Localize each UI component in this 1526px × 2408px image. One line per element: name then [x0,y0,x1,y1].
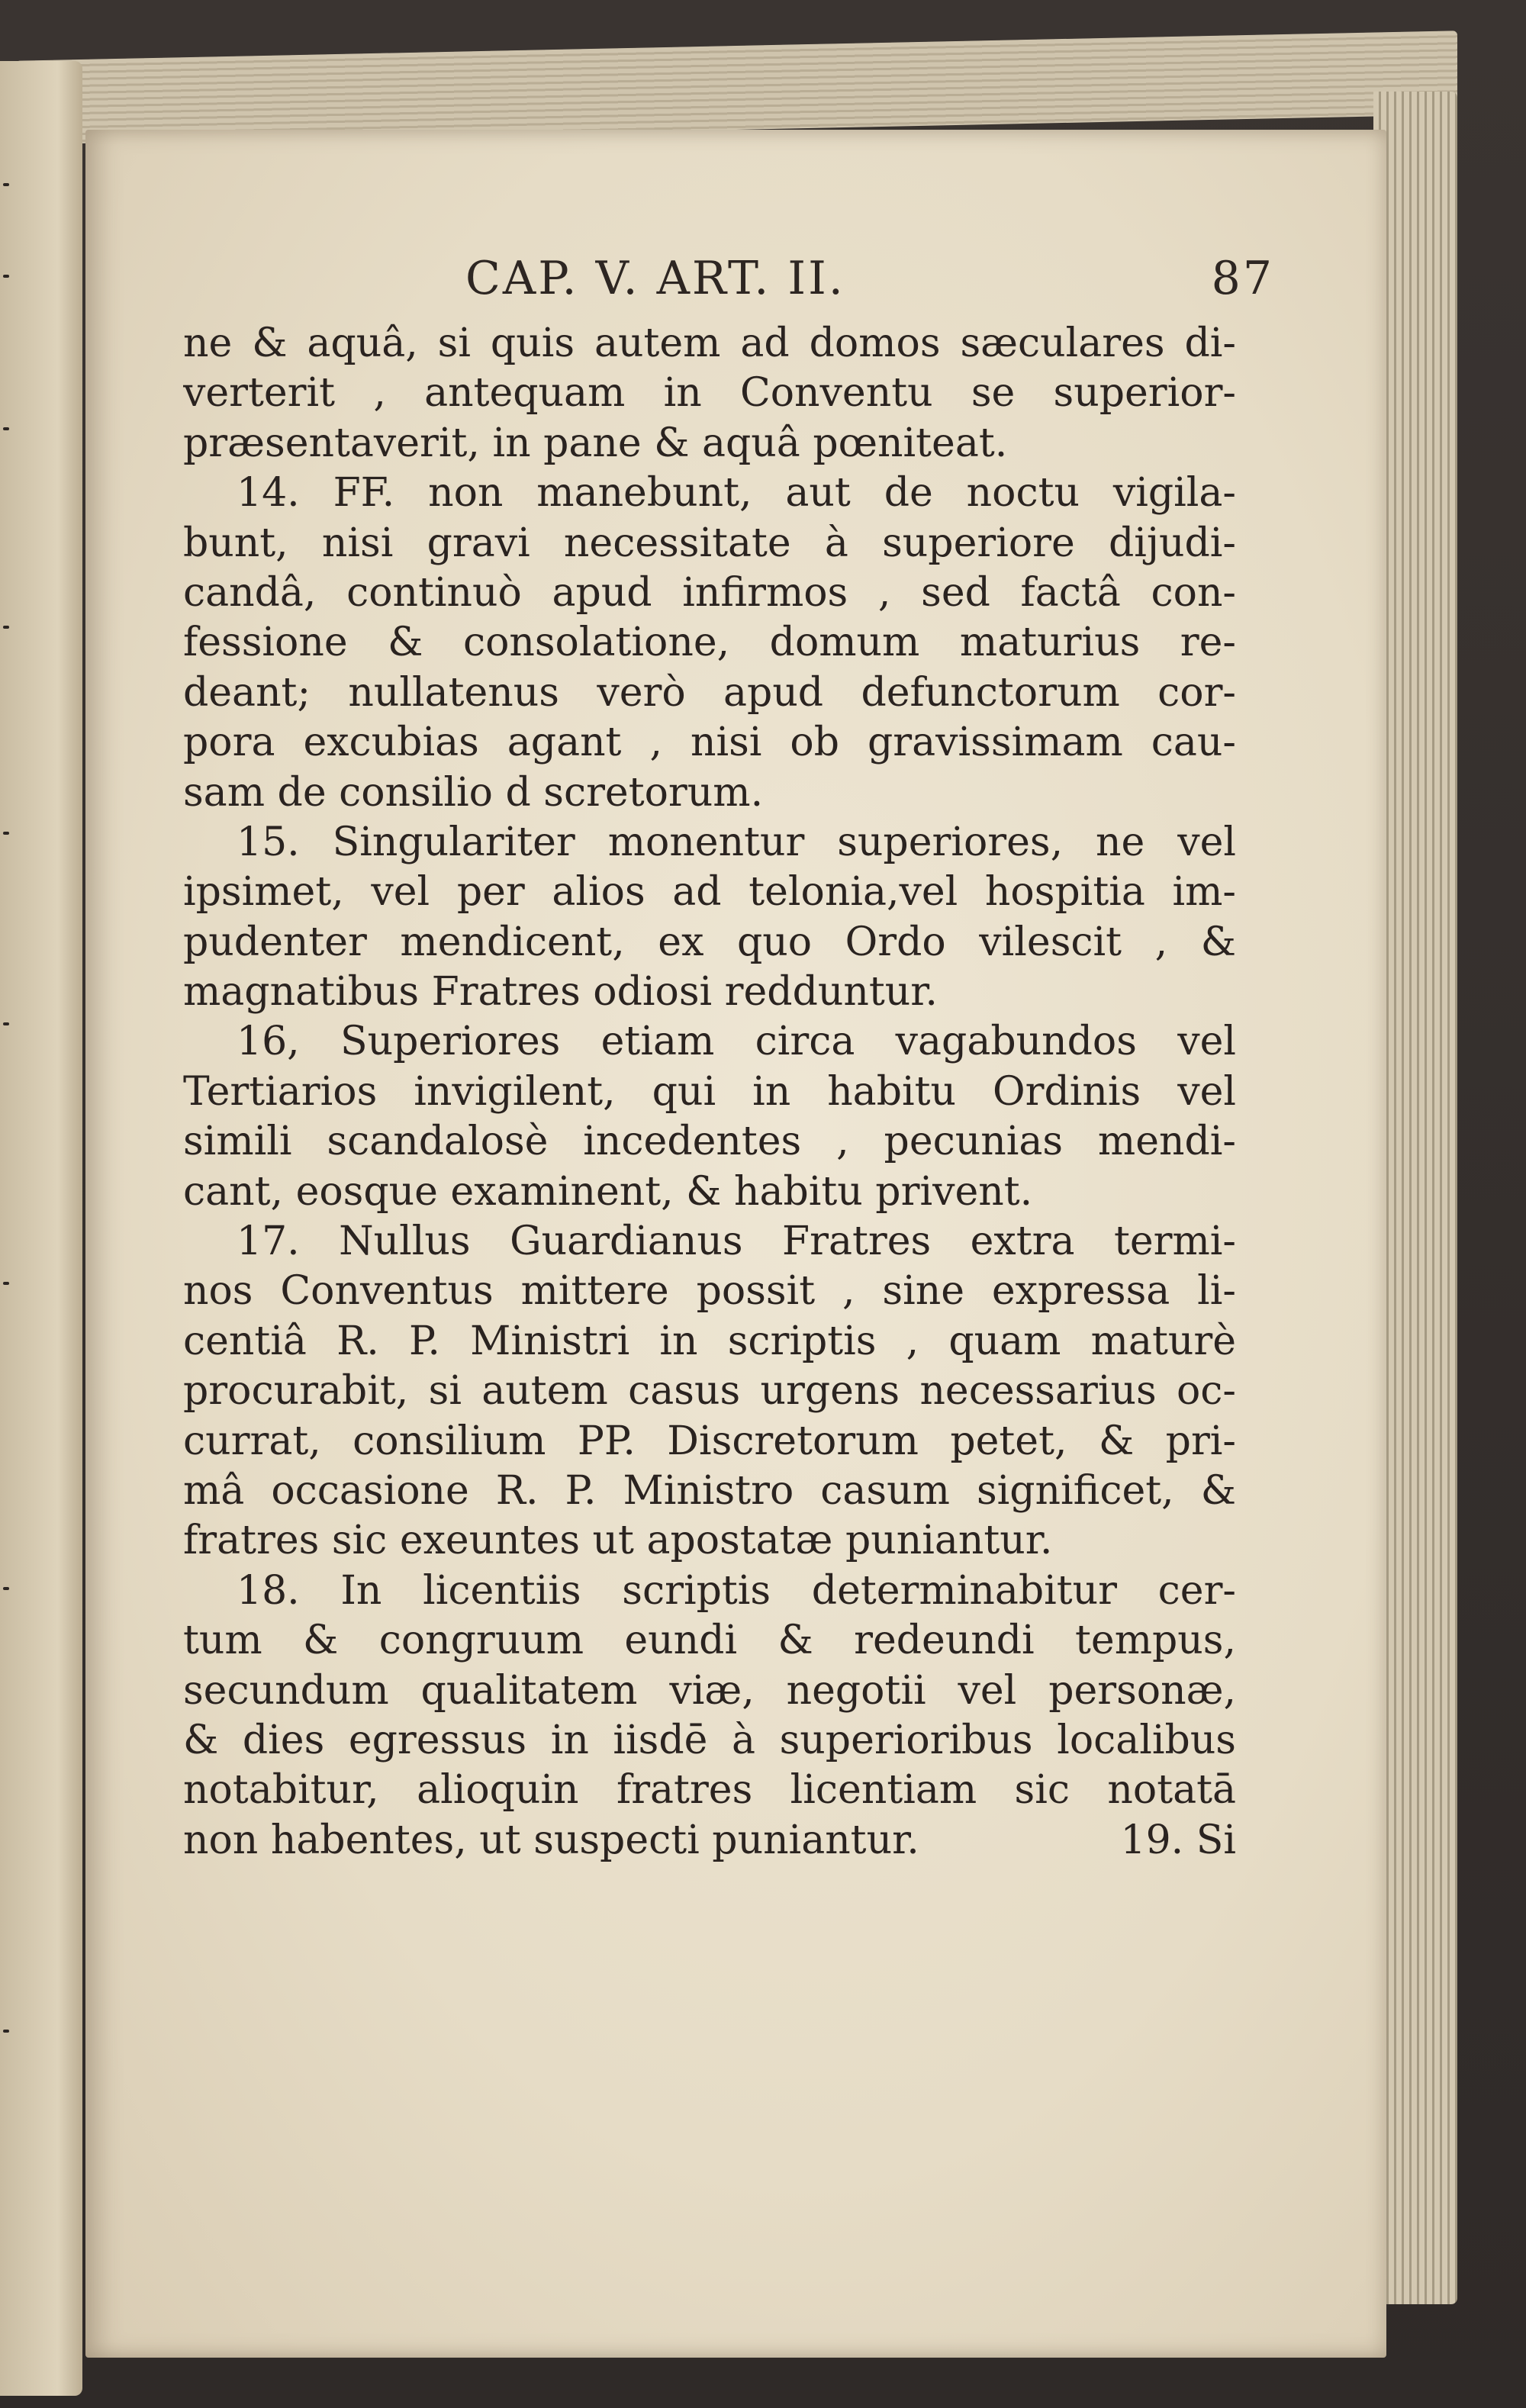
text-line: sam de consilio d scretorum. [183,769,764,816]
text-line: cant, eosque examinent, & habitu privent. [183,1168,1033,1215]
text-line: 17. Nullus Guardianus Fratres extra termi- [237,1218,1236,1265]
text-line: fessione & consolatione, domum maturius re- [183,620,1236,666]
text-line: deant; nullatenus verò apud defunctorum cor- [183,669,1236,716]
text-line: & dies egressus in iisdē à superioribus localibus [183,1717,1236,1763]
text-line: secundum qualitatem viæ, negotii vel personæ, [183,1667,1236,1714]
text-line: nos Conventus mittere possit , sine expressa li- [183,1268,1236,1315]
text-line: verterit , antequam in Conventu se superior- [183,370,1236,417]
text-line: ipsimet, vel per alios ad telonia,vel hospitia im- [183,869,1236,916]
text-line: fratres sic exeuntes ut apostatæ puniantur. [183,1518,1053,1564]
text-line: Tertiarios invigilent, qui in habitu Ordinis vel [183,1068,1236,1115]
text-line: centiâ R. P. Ministri in scriptis , quam maturè [183,1318,1236,1364]
text-line: præsentaverit, in pane & aquâ pœniteat. [183,420,1008,466]
text-line: non habentes, ut suspecti puniantur. [183,1817,919,1863]
facing-page-mark [3,1022,9,1025]
facing-page-mark [3,2030,9,2033]
facing-page-mark [3,427,9,430]
body-text [183,319,1236,1866]
text-line: tum & congruum eundi & redeundi tempus, [183,1618,1236,1664]
text-line: 14. FF. non manebunt, aut de noctu vigila- [237,470,1236,517]
text-line: ne & aquâ, si quis autem ad domos sæculares di- [183,320,1236,366]
running-head: CAP. V. ART. II. [465,252,845,305]
page-number: 87 [1211,252,1274,305]
facing-page-mark [3,1282,9,1285]
text-line: bunt, nisi gravi necessitate à superiore dijudi- [183,520,1236,566]
text-line: mâ occasione R. P. Ministro casum significet, & [183,1467,1236,1514]
text-line: currat, consilium PP. Discretorum petet, & pri- [183,1418,1236,1464]
text-line: procurabit, si autem casus urgens necessarius oc- [183,1368,1236,1415]
facing-page-mark [3,183,9,186]
facing-page-mark [3,1587,9,1590]
text-line: pudenter mendicent, ex quo Ordo vilescit , & [183,919,1236,965]
text-line: candâ, continuò apud infirmos , sed factâ con- [183,569,1236,616]
text-line: 15. Singulariter monentur superiores, ne vel [237,819,1236,865]
text-line: notabitur, alioquin fratres licentiam sic notatā [183,1767,1236,1814]
page-header [397,252,1274,313]
text-line: pora excubias agant , nisi ob gravissimam cau- [183,720,1236,766]
text-line: 18. In licentiis scriptis determinabitur cer- [237,1567,1236,1614]
text-line: magnatibus Fratres odiosi redduntur. [183,969,938,1016]
facing-page-edge [0,61,82,2396]
last-line-with-catchword [183,1816,1236,1866]
text-line: simili scandalosè incedentes , pecunias mendi- [183,1119,1236,1165]
facing-page-mark [3,832,9,835]
text-line: 16, Superiores etiam circa vagabundos vel [237,1019,1236,1065]
facing-page-mark [3,626,9,629]
catchword: 19. Si [1120,1817,1236,1863]
facing-page-mark [3,275,9,278]
